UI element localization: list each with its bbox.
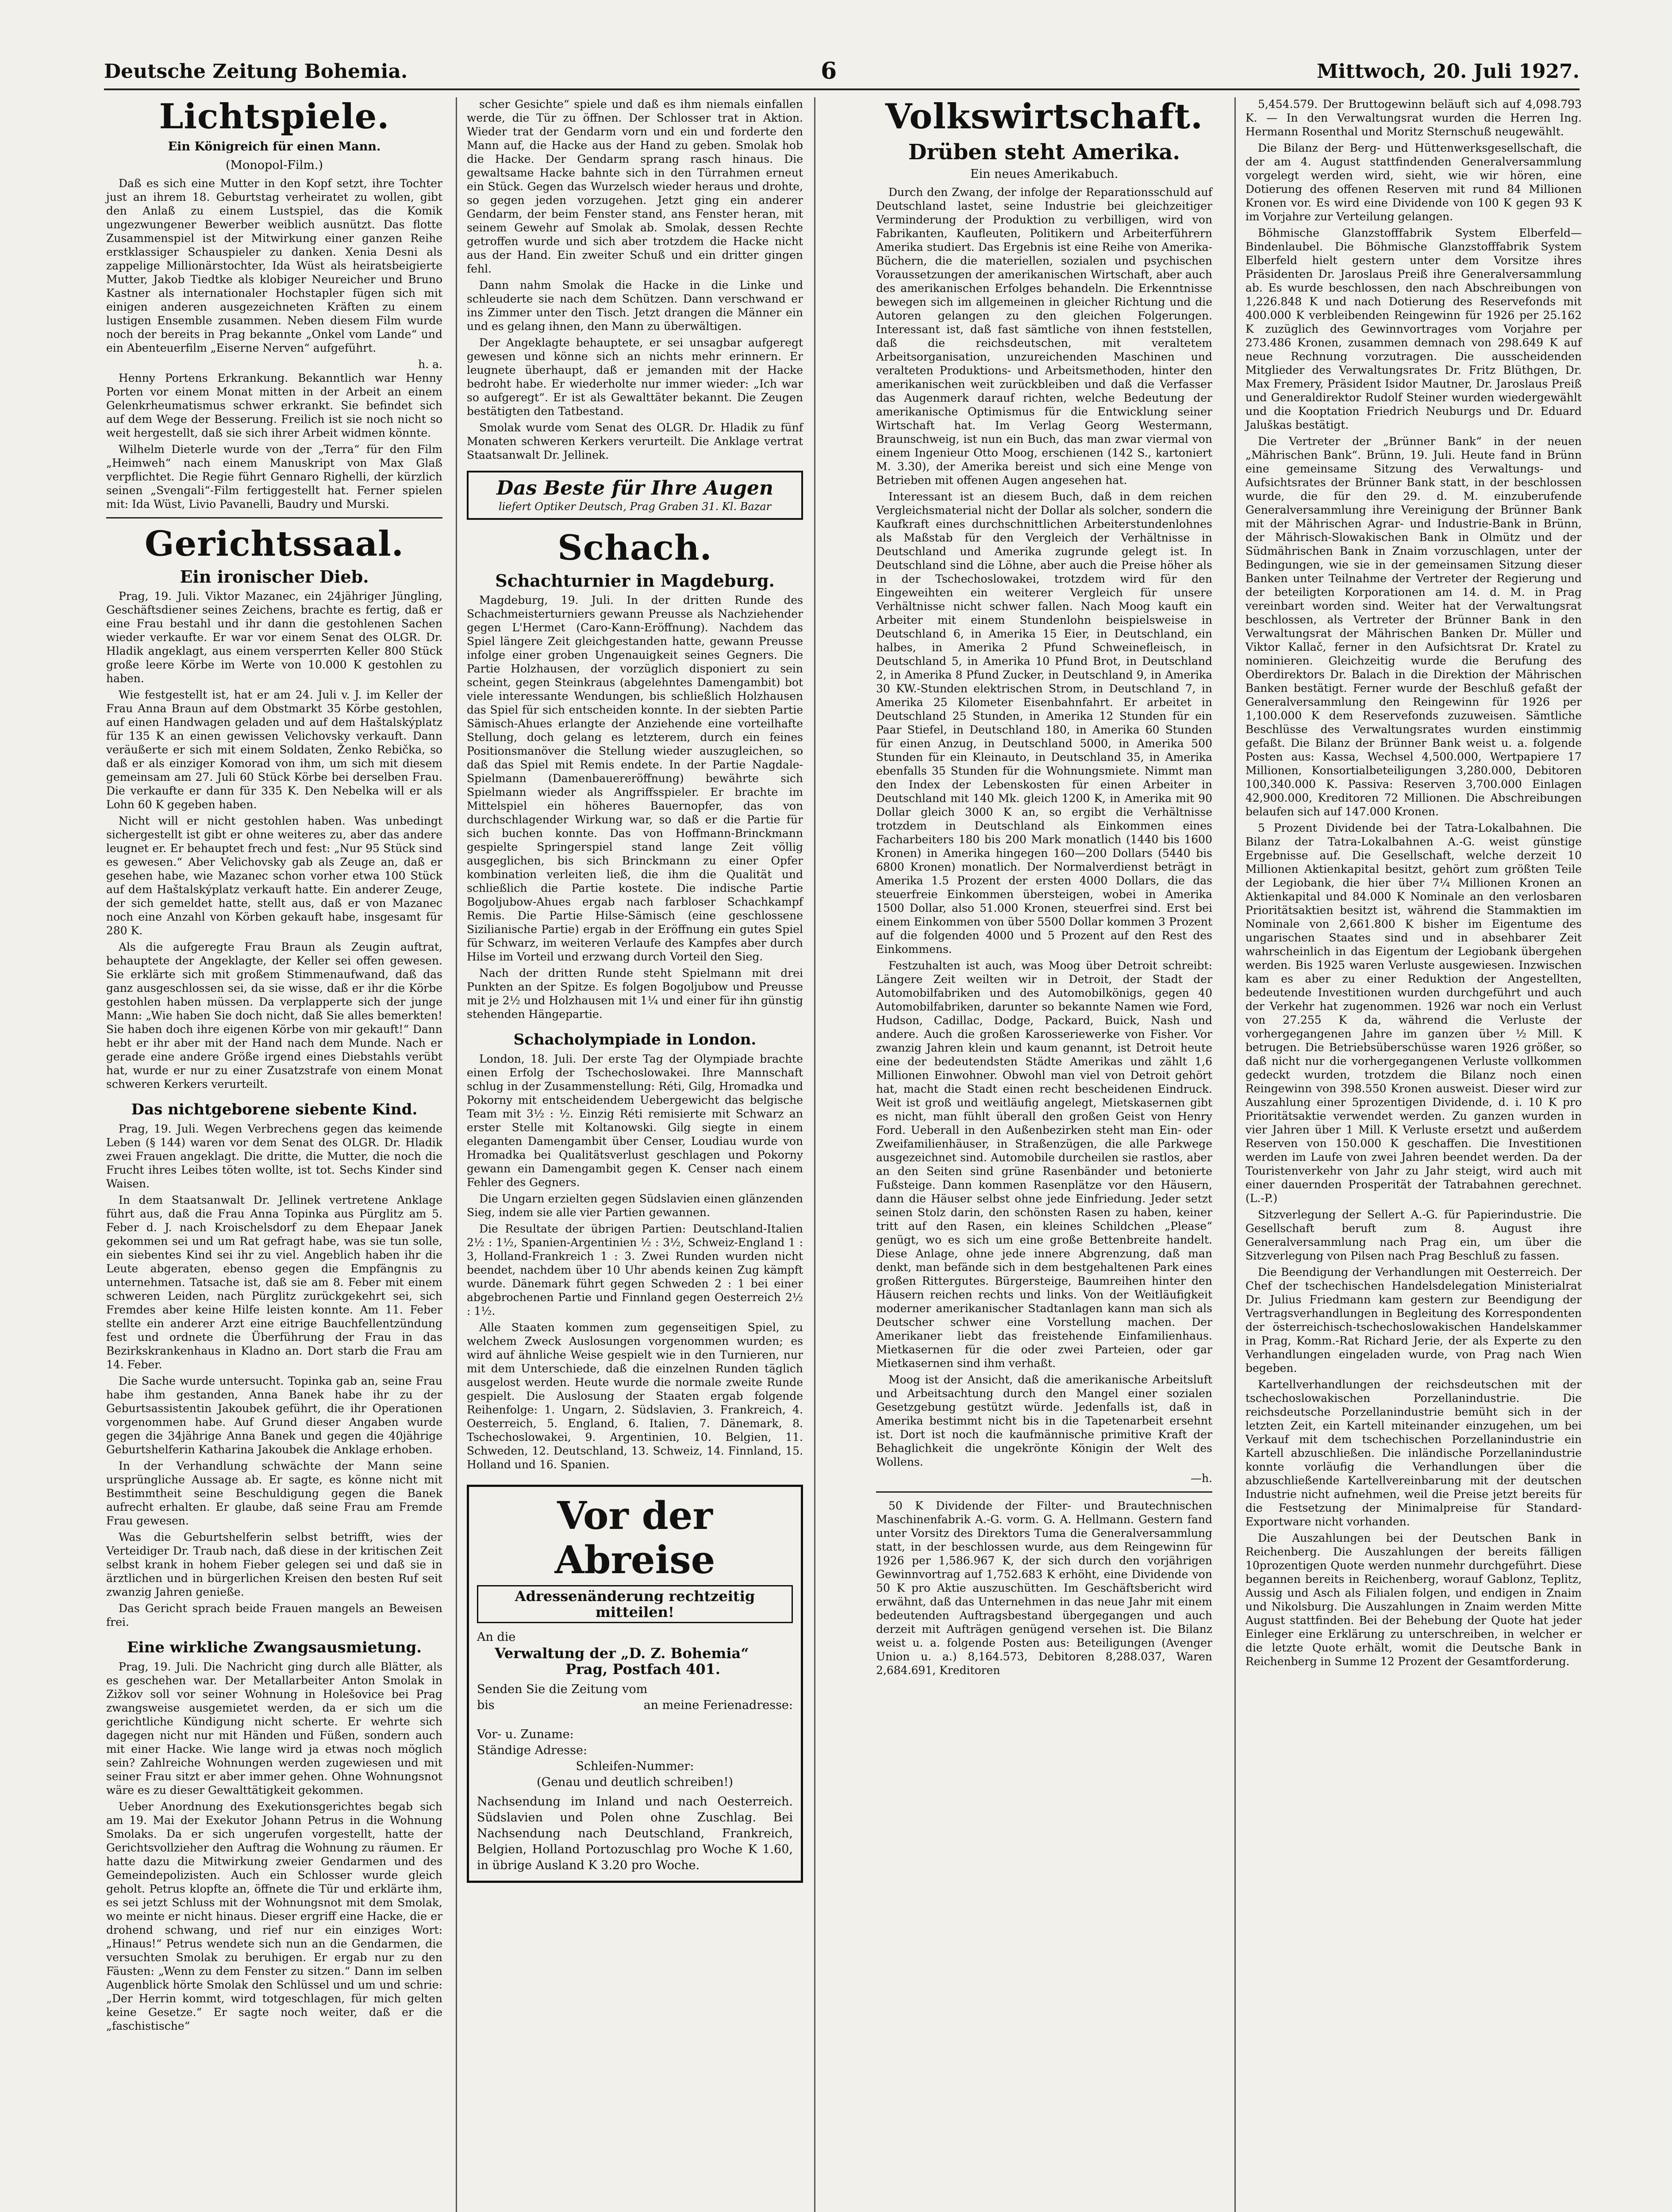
column-divider [456, 97, 457, 2212]
article-paragraph: Die Ungarn erzielten gegen Südslavien einen glänzenden Sieg, indem sie alle vier Partien gewannen. [467, 1192, 803, 1219]
column-1 [106, 97, 442, 2035]
section-title-lichtspiele: Lichtspiele. [159, 96, 390, 137]
author-sign: —h. [1190, 1472, 1212, 1485]
article-headline: Drüben steht Amerika. [908, 140, 1180, 165]
column-2 [467, 97, 803, 1883]
article-paragraph: In der Verhandlung schwächte der Mann seine ursprüngliche Aussage ab. Er sagte, es könne nicht mit Bestimmtheit seine Beschuldigung gegen die Banek aufrecht erhalten. Er glaube, daß seine Frau am Fremde Frau gewesen. [106, 1459, 442, 1527]
column-3 [876, 97, 1212, 1680]
article-headline: Schacholympiade in London. [513, 1031, 757, 1048]
form-line: Senden Sie die Zeitung vom [477, 1682, 648, 1696]
article-headline: Das nichtgeborene siebente Kind. [131, 1101, 418, 1118]
optician-advertisement [467, 471, 803, 520]
article-paragraph: In dem Staatsanwalt Dr. Jellinek vertretene Anklage führt aus, daß die Frau Anna Topinka aus Pürglitz am 5. Feber d. J. nach Kroischelsdorf zu dem Ehepaar Janek gekommen sei und um Rat gefragt habe, was sie tun solle, ein siebentes Kind sei ihr zu viel. Angeblich haben ihr die Leute abgeraten, ebenso gegen die Empfängnis zu unternehmen. Tatsache ist, daß sie am 8. Feber mit einem schweren Leiden, nach Pürglitz zurückgekehrt sei, sich Fremdes aber keine Hilfe leisten konnte. Am 11. Feber stellte ein anderer Arzt eine eitrige Bauchfellentzündung fest und ordnete die Überführung der Frau in das Bezirkskrankenhaus in Kladno an. Dort starb die Frau am 14. Feber. [106, 1194, 442, 1371]
form-note: (Genau und deutlich schreiben!) [537, 1775, 733, 1789]
section-title-schach: Schach. [557, 528, 712, 568]
article-paragraph: Alle Staaten kommen zum gegenseitigen Spiel, zu welchem Zweck Auslosungen vorgenommen wurden; es wird auf ähnliche Weise gespielt wie in den Turnieren, nur mit dem Unterschiede, daß die einzelnen Runden täglich ausgelost werden. Heute wurde die normale zweite Runde gespielt. Die Auslosung der Staaten ergab folgende Reihenfolge: 1. Ungarn, 2. Südslavien, 3. Frankreich, 4. Oesterreich, 5. England, 6. Italien, 7. Dänemark, 8. Tschechoslowakei, 9. Argentinien, 10. Belgien, 11. Schweden, 12. Deutschland, 13. Schweiz, 14. Finnland, 15. Holland und 16. Spanien. [467, 1321, 803, 1471]
page-number: 6 [821, 58, 837, 84]
ad-text: liefert Optiker Deutsch, Prag Graben 31. Kl. Bazar [498, 500, 772, 513]
ad-address: Prag, Postfach 401. [565, 1661, 720, 1678]
article-paragraph: Sitzverlegung der Sellert A.-G. für Papierindustrie. Die Gesellschaft beruft zum 8. August ihre Generalversammlung nach Prag ein, um über die Sitzverlegung von Pilsen nach Prag Beschluß zu fassen. [1245, 1208, 1582, 1262]
article-paragraph: Prag, 19. Juli. Wegen Verbrechens gegen das keimende Leben (§ 144) waren vor dem Senat des OLGR. Dr. Hladik zwei Frauen angeklagt. Die dritte, die Mutter, die noch die Frucht ihres Leibes töten wollte, ist tot. Sechs Kinder sind Waisen. [106, 1122, 442, 1190]
article-paragraph: Dann nahm Smolak die Hacke in die Linke und schleuderte sie nach dem Schützen. Dann verschwand er ins Zimmer unter den Tisch. Jetzt drangen die Männer ein und es gelang ihnen, den Mann zu überwältigen. [467, 279, 803, 333]
section-rule [876, 1491, 1212, 1493]
page-header [104, 58, 1580, 90]
article-paragraph: Der Angeklagte behauptete, er sei unsagbar aufgeregt gewesen und könne sich an nichts mehr erinnern. Er leugnete überhaupt, daß er jemanden mit der Hacke bedroht habe. Er wiederholte nur immer wieder: „Ich war so aufgeregt“. Er ist als Gewalttäter bekannt. Die Zeugen bestätigten den Tatbestand. [467, 336, 803, 418]
article-paragraph: 5,454.579. Der Bruttogewinn beläuft sich auf 4,098.793 K. — In den Verwaltungsrat wurden die Herren Ing. Hermann Rosenthal und Moritz Sternschuß neugewählt. [1245, 98, 1582, 138]
article-paragraph: Kartellverhandlungen der reichsdeutschen mit der tschechoslowakischen Porzellanindustrie. Die reichsdeutsche Porzellanindustrie bemüht sich in der letzten Zeit, ein Kartell miteinander einzugehen, um bei Verkauf mit dem tschechischen Porzellanindustrie ein Kartell abzuschließen. Die inländische Porzellanindustrie konnte vorläufig die Verhandlungen über die abzuschließende Kartellvereinbarung mit der deutschen Industrie nicht aufnehmen, weil die Preise jetzt bereits für die Festsetzung der Minimalpreise für Standard-Exportware nicht vorhanden. [1245, 1378, 1582, 1528]
form-label: an meine Ferienadresse: [643, 1698, 793, 1712]
article-paragraph: Daß es sich eine Mutter in den Kopf setzt, ihre Tochter just an ihrem 18. Geburtstag verheiratet zu wollen, gibt den Anlaß zu einem Lustspiel, das die Komik ungezwungener Bewerber weiblich ausnützt. Das flotte Zusammenspiel ist der Mitwirkung einer ganzen Reihe erstklassiger Schauspieler zu danken. Xenia Desni als zappelige Millionärstochter, Ida Wüst als heiratsbeigierte Mutter, Jakob Tiedtke als klobiger Neureicher und Bruno Kastner als internationaler Hochstapler fügen sich mit einigen anderen ausgezeichneten Kräften zu einem lustigen Ensemble zusammen. Neben diesem Film wurde noch der bereits in Prag bekannte „Onkel vom Lande“ und ein Abenteuerfilm „Eiserne Nerven“ aufgeführt. [106, 177, 442, 354]
article-paragraph: Die Resultate der übrigen Partien: Deutschland-Italien 2½ : 1½, Spanien-Argentinien ½ : 3½, Schweiz-England 1 : 3, Holland-Frankreich 1 : 3. Zwei Runden wurden nicht beendet, nachdem über 10 Uhr abends keinen Zug kämpft wurde. Dänemark führt gegen Schweden 2 : 1 bei einer abgebrochenen Partie und Finnland gegen Oesterreich 2½ : 1½. [467, 1222, 803, 1317]
ad-headline: Vor der Abreise [554, 1494, 715, 1582]
article-paragraph: Nach der dritten Runde steht Spielmann mit drei Punkten an der Spitze. Es folgen Bogoljubow und Preusse mit je 2½ und Holzhausen mit 1¼ und einer für ihn günstig stehenden Hängepartie. [467, 967, 803, 1021]
article-paragraph: 5 Prozent Dividende bei der Tatra-Lokalbahnen. Die Bilanz der Tatra-Lokalbahnen A.-G. weist günstige Ergebnisse auf. Die Gesellschaft, welche derzeit 10 Millionen Aktienkapital besitzt, gehört zum größten Teile der Legiobank, die hier über 7¼ Millionen Kronen an Aktienkapital und 84.000 K Nominale an den verlosbaren Prioritätsaktien besitzt ist, während die Stammaktien im Nominale von 2,661.800 K bisher im Eigentume des ungarischen Staates sind und in absehbarer Zeit wahrscheinlich in das Eigentum der Legiobank übergehen werden. Bis 1925 waren Verluste ausgewiesen. Inzwischen kam es aber zu einer Reduktion der Angestellten, bedeutende Investitionen wurden durchgeführt und auch der Verkehr hat zugenommen. 1926 war noch ein Verlust von 27.255 K da, während die Verluste der vorhergegangenen Jahre im ganzen über ½ Mill. K betrugen. Die Betriebsüberschüsse waren 1926 größer, so daß nicht nur die vorhergegangenen Verluste vollkommen gedeckt wurden, trotzdem die Bilanz noch einen Reingewinn von 398.550 Kronen ausweist. Dieser wird zur Auszahlung einer 5prozentigen Dividende, d. i. 10 K pro Prioritätsaktie verwendet werden. Zu ganzen wurden in vier Jahren über 1 Mill. K Verluste ersetzt und außerdem Reserven von 150.000 K geschaffen. Die Investitionen werden im Laufe von zwei Jahren beendet werden. Da der Touristenverkehr von Jahr zu Jahr steigt, wird auch mit einer dauernden Prosperität der Tatrabahnen gerechnet. (L.-P.) [1245, 822, 1582, 1205]
article-paragraph: Das Gericht sprach beide Frauen mangels an Beweisen frei. [106, 1602, 442, 1628]
article-paragraph: Wie festgestellt ist, hat er am 24. Juli v. J. im Keller der Frau Anna Braun auf dem Obstmarkt 35 Körbe gestohlen, auf einen Handwagen geladen und auf dem Haštalskýplatz für 135 K an einen gewissen Velichovsky verkauft. Dann veräußerte er sich mit einem Soldaten, Ženko Rebička, so daß er als einziger Komorad von ihm, um sich mit diesem gemeinsam am 27. Juli 60 Stück Körbe bei derselben Frau. Die verkaufte er dann für 335 K. Den Nebelka will er als Lohn 60 K gegeben haben. [106, 688, 442, 811]
article-paragraph: Nicht will er nicht gestohlen haben. Was unbedingt sichergestellt ist gibt er ohne weiteres zu, aber das andere leugnet er. Er behauptet frech und fest: „Nur 95 Stück sind es gewesen.“ Aber Velichovsky gab als Zeuge an, daß er gesehen habe, wie Mazanec schon vorher etwa 100 Stück auf dem Haštalskýplatz verkauft hatte. Ein anderer Zeuge, der sich gemeldet hatte, stellt aus, daß er von Mazanec noch eine Anzahl von Körben gekauft habe, insgesamt für 280 K. [106, 814, 442, 937]
newspaper-name: Deutsche Zeitung Bohemia. [104, 60, 408, 83]
form-line [477, 1697, 793, 1713]
ad-addressee-prefix: An die [477, 1630, 516, 1644]
article-paragraph: Henny Portens Erkrankung. Bekanntlich war Henny Porten vor einem Monat mitten in der Arbeit an einem Gelenkrheumatismus schwer erkrankt. Sie befindet sich auf dem Wege der Besserung. Freilich ist sie noch nicht so weit hergestellt, daß sie sich ihrer Arbeit widmen könnte. [106, 372, 442, 439]
ad-addressee: Verwaltung der „D. Z. Bohemia“ [495, 1645, 749, 1662]
article-paragraph: Interessant ist an diesem Buch, daß in dem reichen Vergleichsmaterial nicht der Dollar als solcher, sondern die Kaufkraft eines durchschnittlichen Arbeiterstundenlohnes als Maßstab für den Vergleich der Verhältnisse in Deutschland und Amerika zugrunde gelegt ist. In Deutschland sind die Löhne, aber auch die Preise höher als in der Tschechoslowakei, trotzdem wird für den Eingeweihten ein weiterer Vergleich für unsere Verhältnisse nicht schwer fallen. Nach Moog kauft ein Arbeiter mit einem Stundenlohn beispielsweise in Deutschland 6, in Amerika 15 Eier, in Deutschland, ein halbes, in Amerika 2 Pfund Schweinefleisch, in Deutschland 5, in Amerika 10 Pfund Brot, in Deutschland 2, in Amerika 8 Pfund Zucker, in Deutschland 9, in Amerika 30 KW.-Stunden elektrischen Strom, in Deutschland 7, in Amerika 25 Kilometer Eisenbahnfahrt. Er arbeitet in Deutschland 25 Stunden, in Amerika 12 Stunden für ein Paar Stiefel, in Deutschland 180, in Amerika 60 Stunden für einen Anzug, in Deutschland 5000, in Amerika 500 Stunden für ein Kleinauto, in Deutschland 35, in Amerika ebenfalls 35 Stunden für die Wohnungsmiete. Nimmt man den Index der Lebenskosten für einen Arbeiter in Deutschland mit 140 Mk. gleich 1200 K, in Amerika mit 90 Dollar gleich 3000 K an, so ergibt die Verhältnisse trotzdem in Deutschland als Einkommen eines Facharbeiters 180 bis 200 Mark monatlich (1440 bis 1600 Kronen) in Amerika hingegen 160—200 Dollars (5440 bis 6800 Kronen) monatlich. Der Normalverdienst beträgt in Amerika 1.5 Prozent der ersten 4000 Dollars, die das steuerfreie Einkommen übersteigen, wobei in Amerika 1500 Dollar, also 51.000 Kronen, steuerfrei sind. Erst bei einem Einkommen von über 5500 Dollar kommen 3 Prozent auf die folgenden 4000 und 5 Prozent auf den Rest des Einkommens. [876, 490, 1212, 956]
article-paragraph: Ueber Anordnung des Exekutionsgerichtes begab sich am 19. Mai der Exekutor Johann Petrus in die Wohnung Smolaks. Da er sich ungerufen vorgestellt, hatte der Gerichtsvollzieher den Auftrag die Wohnung zu räumen. Er hatte dazu die Mitwirkung zweier Gendarmen und des Gemeindepolizisten. Auch ein Schlosser wurde gleich geholt. Petrus klopfte an, öffnete die Tür und erklärte ihm, es sei jetzt Schluss mit der Wohnungsnot mit dem Smolak, wo meinte er nicht hinaus. Dieser ergriff eine Hacke, die er drohend schwang, und rief nur ein einziges Wort: „Hinaus!“ Petrus wendete sich nun an die Gendarmen, die versuchten Smolak zu beruhigen. Er ergab nur zu den Fäusten: „Wenn zu dem Fenster zu sitzen.“ Dann im selben Augenblick hörte Smolak den Schlüssel und um und schrie: „Der Herrin kommt, wird totgeschlagen, für mich gelten keine Gesetze.“ Er sagte noch weiter, daß er die „faschistische“ [106, 1800, 442, 2032]
article-paragraph: Wilhelm Dieterle wurde von der „Terra“ für den Film „Heimweh“ nach einem Manuskript von Max Glaß verpflichtet. Die Regie führt Gennaro Righelli, der kürzlich seinen „Svengali“-Film fertiggestellt hat. Ferner spielen mit: Ida Wüst, Livio Pavanelli, Baudry und Murski. [106, 443, 442, 511]
article-headline: Eine wirkliche Zwangsausmietung. [127, 1639, 422, 1656]
article-headline: Ein ironischer Dieb. [180, 567, 369, 587]
article-paragraph: Prag, 19. Juli. Die Nachricht ging durch alle Blätter, als es geschehen war. Der Metallarbeiter Anton Smolak in Zižkov soll vor seiner Wohnung in Holešovice bei Prag zwangsweise ausgemietet werden, da er sich um die gerichtliche Kündigung nicht scherte. Er wehrte sich dagegen nicht nur mit Händen und Füßen, sondern auch mit einer Hacke. Wie lange wird ja etwas noch möglich sein? Zahlreiche Wohnungen werden zugewiesen und mit seiner Frau sitzt er aber immer gehen. Ohne Wohnungsnot wäre es zu dieser Gewalttätigkeit gekommen. [106, 1660, 442, 1797]
article-headline: Schachturnier in Magdeburg. [495, 571, 775, 591]
article-paragraph: Was die Geburtshelferin selbst betrifft, wies der Verteidiger Dr. Traub nach, daß diese in der kritischen Zeit selbst krank in hohem Fieber gelegen sei und daß sie in ärztlichen und in bürgerlichen Kreisen den besten Ruf seit zwanzig Jahren genieße. [106, 1531, 442, 1598]
author-sign: h. a. [418, 358, 442, 371]
article-paragraph: London, 18. Juli. Der erste Tag der Olympiade brachte einen Erfolg der Tschechoslowakei. Ihre Mannschaft schlug in der Zusammenstellung: Réti, Gilg, Hromadka und Pokorny mit entscheidendem Uebergewicht das belgische Team mit 3½ : ½. Einzig Réti remisierte mit Schwarz an erster Stelle mit Koltanowski. Gilg siegte in einem eleganten Damengambit über Censer, Loudiau wurde von Hromadka bei Qualitätsverlust geschlagen und Pokorny gewann ein Damengambit gegen K. Censer nach einem Fehler des Gegners. [467, 1052, 803, 1189]
column-divider [1234, 97, 1236, 2212]
article-paragraph: Die Auszahlungen bei der Deutschen Bank in Reichenberg. Die Auszahlungen der bereits fälligen 10prozentigen Quote werden nunmehr durchgeführt. Diese begannen bereits in Reichenberg, worauf Gablonz, Teplitz, Aussig und Asch als Filialen folgen, und endigen in Znaim und Nikolsburg. Die Auszahlungen in Znaim werden Mitte August stattfinden. Bei der Behebung der Quote hat jeder Einleger eine Erklärung zu unterschreiben, in welcher er die letzte Quote erhält, womit die Deutsche Bank in Reichenberg in Summe 12 Prozent der Gesamtforderung. [1245, 1532, 1582, 1668]
ad-subheadline: Adressenänderung rechtzeitig mitteilen! [477, 1585, 793, 1623]
ad-footer: Nachsendung im Inland und nach Oesterreich. Südslavien und Polen ohne Zuschlag. Bei Nachsendung nach Deutschland, Frankreich, Belgien, Holland Portozuschlag pro Woche K 1.60, in übrige Ausland K 3.20 pro Woche. [477, 1795, 793, 1872]
article-paragraph: Smolak wurde vom Senat des OLGR. Dr. Hladik zu fünf Monaten schweren Kerkers verurteilt. Die Anklage vertrat Staatsanwalt Dr. Jellinek. [467, 421, 803, 461]
article-paragraph: Die Sache wurde untersucht. Topinka gab an, seine Frau habe ihm gestanden, Anna Banek habe ihr zu der Geburtsassistentin Jakoubek geführt, die ihr Operationen vorgenommen habe. Auf Grund dieser Angaben wurde gegen die 34jährige Anna Banek und gegen die 40jährige Geburtshelferin Katharina Jakoubek die Anklage erhoben. [106, 1375, 442, 1456]
article-paragraph: Prag, 19. Juli. Viktor Mazanec, ein 24jähriger Jüngling, Geschäftsdiener seines Zeichens, brachte es fertig, daß er eine Frau bestahl und ihr dann die gestohlenen Sachen wieder verkaufte. Er war vor einem Senat des OLGR. Dr. Hladik angeklagt, aus einem versperrten Keller 800 Stück große leere Körbe im Werte von 10.000 K gestohlen zu haben. [106, 590, 442, 685]
article-paragraph: Die Vertreter der „Brünner Bank“ in der neuen „Mährischen Bank“. Brünn, 19. Juli. Heute fand in Brünn eine gemeinsame Sitzung des Verwaltungs- und Aufsichtsrates der Brünner Bank statt, in der beschlossen wurde, die für den 29. d. M. einzuberufende Generalversammlung ihre Vereinigung der Brünner Bank mit der Mährischen Agrar- und Industrie-Bank in Brünn, der Mährisch-Slowakischen Bank in Olmütz und der Südmährischen Bank in Znaim vorzuschlagen, unter der Bedingungen, wie sie in der gemeinsamen Sitzung dieser Banken unter Teilnahme der Vertreter der Regierung und der beteiligten Korporationen am 14. d. M. in Prag vereinbart worden sind. Weiter hat der Verwaltungsrat beschlossen, als Vertreter der Brünner Bank in den Verwaltungsrat der Mährischen Banken Dr. Müller und Viktor Kallač, ferner in den Aufsichtsrat Dr. Kratel zu nominieren. Gleichzeitig wurde die Berufung des Oberdirektors Dr. Balach in die Direktion der Mährischen Banken bestätigt. Ferner wurde der Beschluß gefaßt der Generalversammlung den Reingewinn für 1926 per 1,100.000 K dem Reservefonds zuzuweisen. Sämtliche Beschlüsse des Verwaltungsrates wurden einstimmig gefaßt. Die Bilanz der Brünner Bank weist u. a. folgende Posten aus: Kassa, Wechsel 4,500.000, Wertpapiere 17 Millionen, Konsortialbeteiligungen 3,280.000, Debitoren 100,340.000 K. Passiva: Reserven 3,700.000 Einlagen 42,900.000, Kreditoren 72 Millionen. Die Abschreibungen belaufen sich auf 147.000 Kronen. [1245, 435, 1582, 818]
address-change-advertisement [467, 1485, 803, 1883]
column-4 [1245, 97, 1582, 1671]
section-title-volkswirtschaft: Volkswirtschaft. [885, 96, 1203, 137]
article-paragraph: Moog ist der Ansicht, daß die amerikanische Arbeitsluft und Arbeitsachtung durch den Mangel einer sozialen Gesetzgebung gestützt würde. Jedenfalls ist, daß in Amerika bestimmt nicht bis in die Tapetenarbeit ersehnt ist. Dort ist noch die kaufmännische primitive Kraft der Behaglichkeit die ungekrönte Königin der Welt des Wollens. [876, 1373, 1212, 1468]
form-line: Ständige Adresse: [477, 1743, 588, 1757]
article-paragraph: Durch den Zwang, der infolge der Reparationsschuld auf Deutschland lastet, seine Industrie bei gleichzeitiger Verminderung der Produktion zu verbilligen, wird von Fabrikanten, Kaufleuten, Politikern und Arbeiterführern Amerika studiert. Das Ergebnis ist eine Reihe von Amerika-Büchern, die die materiellen, sozialen und psychischen Voraussetzungen der amerikanischen Wirtschaft, aber auch des amerikanischen Erfolges behandeln. Die Erkenntnisse bewegen sich im allgemeinen in gleicher Richtung und die Autoren gelangen zu den gleichen Folgerungen. Interessant ist, daß fast sämtliche von ihnen feststellen, daß die reichsdeutschen, mit veraltetem Arbeitsorganisation, unzureichenden Maschinen und veralteten Produktions- und Arbeitsmethoden, hinter den amerikanischen weit zurückbleiben und daß die Verfasser das Augenmerk darauf richten, welche Bedeutung der amerikanische Optimismus für die Entwicklung seiner Wirtschaft hat. Im Verlag Georg Westermann, Braunschweig, ist nun ein Buch, das man zwar viermal von einem Ingenieur Otto Moog, erschienen (142 S., kartoniert M. 3.30), der Amerika bereist und sich eine Menge von Betrieben mit offenen Augen angesehen hat. [876, 186, 1212, 487]
section-rule [106, 517, 442, 518]
article-paragraph: Die Beendigung der Verhandlungen mit Oesterreich. Der Chef der tschechischen Handelsdelegation Ministerialrat Dr. Julius Friedmann kam gestern zur Beendigung der Vertragsverhandlungen in Begleitung des Korrespondenten der österreichisch-tschechoslowakischen Handelskammer in Prag, Komm.-Rat Richard Jerie, der als Experte zu den Verhandlungen eingeladen wurde, von Prag nach Wien begeben. [1245, 1266, 1582, 1375]
issue-date: Mittwoch, 20. Juli 1927. [1317, 60, 1580, 83]
form-line: Vor- u. Zuname: [477, 1728, 574, 1741]
column-divider [814, 97, 815, 2212]
form-label: bis [477, 1698, 495, 1712]
article-paragraph: 50 K Dividende der Filter- und Brautechnischen Maschinenfabrik A.-G. vorm. G. A. Hellmann. Gestern fand unter Vorsitz des Direktors Tuma die Generalversammlung statt, in der beschlossen wurde, aus dem Reingewinn für 1926 per 1,586.967 K, der sich durch den vorjährigen Gewinnvortrag auf 1,752.683 K erhöht, eine Dividende von 50 K pro Aktie auszuschütten. Im Geschäftsbericht wird erwähnt, daß das Unternehmen in das neue Jahr mit einem bedeutenden Auftragsbestand übergegangen und auch derzeit mit Aufträgen genügend versehen ist. Die Bilanz weist u. a. folgende Posten aus: Beteiligungen (Avenger Union u. a.) 8,164.573, Debitoren 8,288.037, Waren 2,684.691, Kreditoren [876, 1499, 1212, 1677]
article-headline: Ein Königreich für einen Mann. [168, 140, 381, 154]
ad-headline: Das Beste für Ihre Augen [496, 477, 773, 499]
form-line: Schleifen-Nummer: [576, 1759, 694, 1773]
article-paragraph: Böhmische Glanzstofffabrik System Elberfeld—Bindenlaubel. Die Böhmische Glanzstofffabrik System Elberfeld hielt gestern unter dem Vorsitze ihres Präsidenten Dr. Jaroslaus Preiß ihre Generalversammlung ab. Es wurde beschlossen, den nach Abschreibungen von 1,226.848 K und nach Dotierung des Reservefonds mit 400.000 K verbleibenden Reingewinn für 1926 per 25.162 K zuzüglich des Gewinnvortrages vom Vorjahre per 273.486 Kronen, zusammen demnach von 298.649 K auf neue Rechnung vorzutragen. Die ausscheidenden Mitglieder des Verwaltungsrates Dr. Fritz Blüthgen, Dr. Max Fremery, Präsident Isidor Mautner, Dr. Jaroslaus Preiß und Generaldirektor Rudolf Steiner wurden wiedergewählt und die Kooptation Friedrich Neuburgs und Dr. Eduard Jaluškas bestätigt. [1245, 227, 1582, 431]
article-subtitle: Ein neues Amerikabuch. [970, 167, 1119, 181]
section-title-gerichtssaal: Gerichtssaal. [145, 524, 404, 564]
article-paragraph: Magdeburg, 19. Juli. In der dritten Runde des Schachmeisterturniers gewann Preusse als Nachziehender gegen L'Hermet (Caro-Kann-Eröffnung). Nachdem das Spiel längere Zeit gleichgestanden hatte, gewann Preusse infolge einer groben Ungenauigkeit seines Gegners. Die Partie Holzhausen, der vorzüglich disponiert zu sein scheint, gegen Steinkraus (abgelehntes Damengambit) bot viele interessante Wendungen, bis schließlich Holzhausen das Spiel für sich entscheiden konnte. In der siebten Partie Sämisch-Ahues erlangte der Anziehende eine vorteilhafte Stellung, doch gelang es letzterem, durch ein feines Positionsmanöver die Stellung wieder auszugleichen, so daß das Spiel mit Remis endete. In der Partie Nagdale-Spielmann (Damenbauereröffnung) bewährte sich Spielmann wieder als Angriffsspieler. Er brachte im Mittelspiel ein höheres Bauernopfer, das von durchschlagender Wirkung war, so daß er die Partie für sich buchen konnte. Das von Hoffmann-Brinckmann gespielte Springerspiel stand lange Zeit völlig ausgeglichen, bis sich Brinckmann zu einer Opfer kombination verleiten ließ, die ihm die Qualität und schließlich die Partie kostete. Die indische Partie Bogoljubow-Ahues ergab nach farbloser Schachkampf Remis. Die Partie Hilse-Sämisch (eine geschlossene Sizilianische Partie) ergab in der Eröffnung ein gutes Spiel für Schwarz, im weiteren Verlaufe des Kampfes aber durch Hilse im Vorteil und erzwang durch Vorteil den Sieg. [467, 594, 803, 963]
article-paragraph: Festzuhalten ist auch, was Moog über Detroit schreibt: Längere Zeit weilten wir in Detroit, der Stadt der Automobilfabriken und des Automobilkönigs, gegen 40 Automobilfabriken, darunter so bekannte Namen wie Ford, Hudson, Cadillac, Dodge, Packard, Buick, Nash und andere. Auch die großen Karosseriewerke von Fisher. Vor zwanzig Jahren klein und kaum genannt, ist Detroit heute eine der bedeutendsten Städte Amerikas und zählt 1,6 Millionen Einwohner. Obwohl man viel von Detroit gehört hat, macht die Stadt einen recht bescheidenen Eindruck. Weit ist groß und weitläufig angelegt, Mietskasernen gibt es nicht, man fühlt überall den großen Geist von Henry Ford. Ueberall in den Außenbezirken steht man Ein- oder Zweifamilienhäuser, in Straßenzügen, die alle Parkwege ausgezeichnet sind. Automobile durcheilen sie rastlos, aber an den Seiten sind grüne Rasenbänder und betonierte Fußsteige. Dann kommen Rasenplätze vor den Häusern, dann die Häuser selbst ohne jede Einfriedung. Jeder setzt seinen Stolz darin, den schönsten Rasen zu haben, keiner tritt auf den Rasen, ein kleines Schildchen „Please“ genügt, wo es sich um eine große Bettenbreite handelt. Diese Anlage, ohne jede innere Abgrenzung, daß man denkt, man befände sich in dem bestgehaltenen Park eines großen Rittergutes. Bürgersteige, Baumreihen hinter den Häusern reichen rechts und links. Von der Weitläufigkeit moderner amerikanischer Stadtanlagen kann man sich als Deutscher schwer eine Vorstellung machen. Der Amerikaner liebt das freistehende Einfamilienhaus. Mietkasernen für die oder zwei Parteien, oder gar Mietkasernen sind ihm verhaßt. [876, 959, 1212, 1370]
article-paragraph: Die Bilanz der Berg- und Hüttenwerksgesellschaft, die der am 4. August stattfindenden Generalversammlung vorgelegt werden wird, sieht, wie wir hören, eine Dotierung des offenen Reserven mit rund 84 Millionen Kronen vor. Es wird eine Dividende von 100 K gegen 93 K im Vorjahre zur Verteilung gelangen. [1245, 142, 1582, 223]
article-paragraph: Als die aufgeregte Frau Braun als Zeugin auftrat, behauptete der Angeklagte, der Keller sei offen gewesen. Sie erklärte sich mit großem Stimmenaufwand, daß das ganz ausgeschlossen sei, da sie wisse, daß er ihr die Körbe gestohlen haben müssen. Da verplapperte sich der junge Mann: „Wie haben Sie doch nicht, daß Sie alles bemerkten! Sie haben doch ihre eigenen Körbe von mir gekauft!“ Dann hebt er ihr aber mit der Hand nach dem Munde. Nach er gerade eine andere Größe irgend eines Diebstahls verübt hat, wurde er nur zu einer Zusatzstrafe von einem Monat schweren Kerkers verurteilt. [106, 941, 442, 1091]
article-paragraph: scher Gesichte“ spiele und daß es ihm niemals einfallen werde, die Tür zu öffnen. Der Schlosser trat in Aktion. Wieder trat der Gendarm vorn und ein und forderte den Mann auf, die Hacke aus der Hand zu geben. Smolak hob die Hacke. Der Gendarm sprang rasch hinaus. Die gewaltsame Hacke bahnte sich in den Türrahmen erneut ein Stück. Gegen das Wurzelsch wieder heraus und drohte, so gegen jeden vorzugehen. Jetzt ging ein anderer Gendarm, der beim Fenster stand, ans Fenster heran, mit seinem Gewehr auf Smolak ab. Smolak, dessen Rechte getroffen wurde und sich aber trotzdem die Hacke nicht aus der Hand. Ein zweiter Schuß und ein dritter gingen fehl. [467, 98, 803, 275]
article-subtitle: (Monopol-Film.) [225, 158, 323, 172]
